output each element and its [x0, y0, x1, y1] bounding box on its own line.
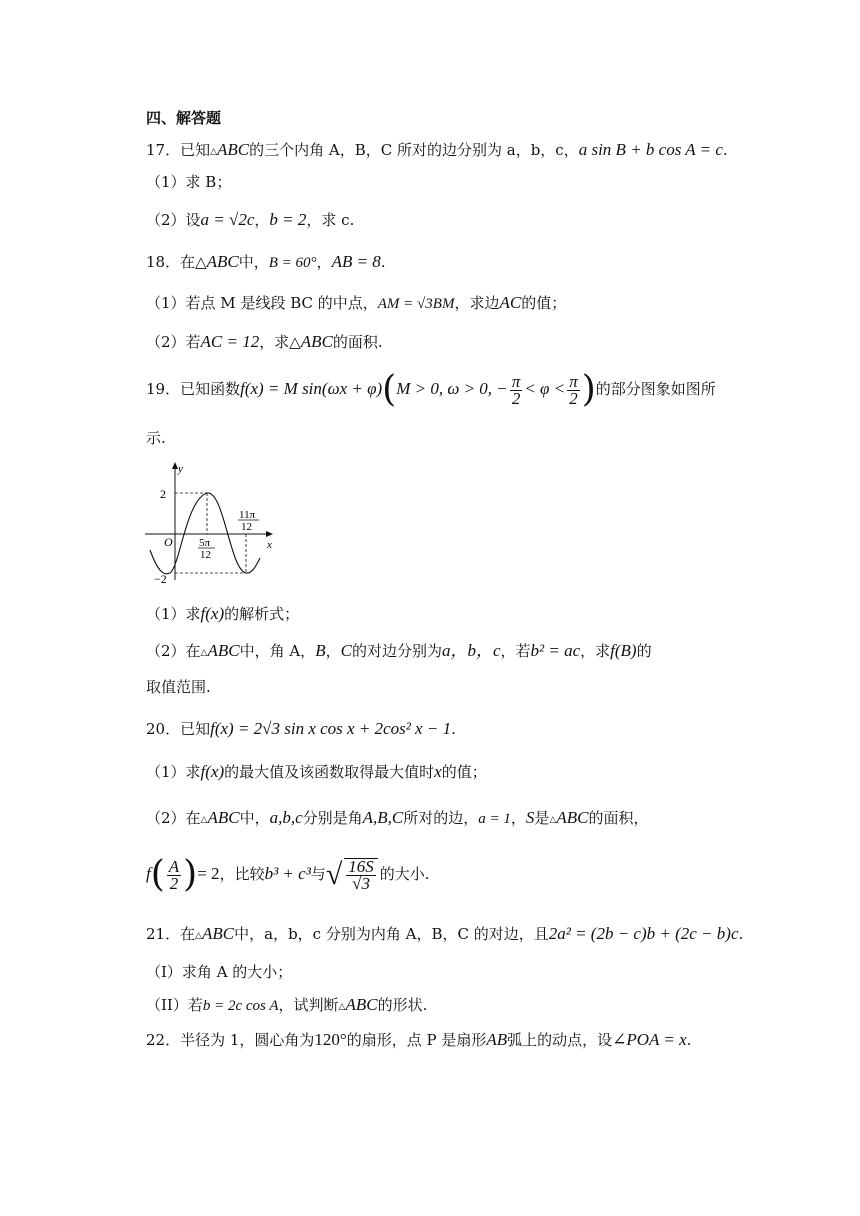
q17-p2-pre: （2）设 — [146, 211, 201, 229]
q22-angle: 120° — [314, 1030, 347, 1049]
q19-stem — [146, 366, 716, 413]
q18-p1-mid: ，求边 — [454, 294, 500, 312]
ymax-label: 2 — [160, 487, 166, 501]
q19-p2-mid1: 中，角 A， — [239, 642, 316, 660]
q19-p2-eq: b² = ac — [530, 641, 581, 660]
origin-label: O — [164, 535, 173, 549]
q21-abc: ABC — [202, 924, 235, 943]
q18-p1-pre: （1）若点 M 是线段 BC 的中点， — [146, 294, 378, 312]
x-label: x — [267, 539, 272, 551]
q20-p2-mid1: 中， — [239, 809, 270, 827]
q21-mid: 中，a，b，c 分别为内角 A，B，C 的对边，且 — [234, 925, 549, 943]
q20-part2 — [146, 808, 648, 830]
q22-mid2: 弧上的动点，设 — [507, 1031, 613, 1049]
q19-cond: M > 0, ω > 0, − — [396, 379, 508, 398]
q19-p2-mid3: ，若 — [500, 642, 531, 660]
q20-s: S — [525, 808, 535, 827]
q19-lt: < φ < — [524, 379, 566, 398]
q17-p2-post: ，求 c. — [306, 211, 355, 229]
triangle-icon: △ — [210, 147, 218, 157]
q18-p1-post: 的值； — [521, 294, 567, 312]
q21-part2 — [146, 995, 427, 1017]
q22-stem — [146, 1030, 691, 1050]
x2-den: 12 — [241, 521, 252, 533]
q19-pre: 19．已知函数 — [146, 380, 241, 398]
triangle-icon: △ — [338, 1002, 346, 1012]
q20-part2-cont — [146, 846, 430, 903]
x1-num: 5π — [199, 537, 211, 549]
q18-sep: ， — [316, 253, 332, 271]
q19-graph — [140, 460, 280, 585]
q20-l2-yu: 与 — [310, 865, 326, 883]
q20-p1-f: f(x) — [200, 762, 225, 781]
triangle-icon: △ — [195, 931, 203, 941]
ymin-label: −2 — [154, 572, 167, 585]
left-paren-icon: ( — [382, 369, 397, 410]
q17-condition: a sin B + b cos A = c — [578, 140, 723, 159]
q20-vars: a,b,c — [269, 808, 303, 827]
q20-func: f(x) = 2√3 sin x cos x + 2cos² x − 1 — [210, 719, 452, 738]
q20-p1-post: 的值； — [441, 763, 487, 781]
triangle-icon: △ — [549, 815, 557, 825]
q18-abc: ABC — [206, 252, 239, 271]
q17-stem-pre: 17．已知 — [146, 141, 211, 159]
q20-p1-x: x — [434, 762, 442, 781]
q21-p2-abc: ABC — [345, 995, 378, 1014]
q18-p2-mid: ，求△ — [259, 333, 301, 351]
q19-p2-c: C — [340, 641, 352, 660]
q18-p2-post: 的面积. — [332, 333, 383, 351]
q17-sep: ， — [254, 211, 270, 229]
q19-p2-abc: ABC — [207, 641, 240, 660]
q18-cond2: AB = 8 — [331, 252, 381, 271]
q19-stem-cont: 示. — [146, 429, 166, 447]
q20-angles: A,B,C — [362, 808, 404, 827]
section-title: 四、解答题 — [146, 109, 222, 127]
q20-p2-mid3: 所对的边， — [403, 809, 479, 827]
q17-part2 — [146, 210, 354, 230]
q18-p2-abc: ABC — [300, 332, 333, 351]
q21-p2-post: 的形状. — [377, 996, 428, 1014]
q21-stem — [146, 924, 743, 946]
q21-end: . — [738, 925, 744, 943]
q19-p2-fb: f(B) — [610, 641, 637, 660]
q20-p1-mid: 的最大值及该函数取得最大值时 — [224, 763, 435, 781]
left-paren-icon: ( — [150, 854, 165, 895]
q17-stem-mid: 的三个内角 A，B，C 所对的边分别为 a，b，c， — [249, 141, 579, 159]
q19-part2-cont: 取值范围. — [146, 678, 211, 696]
q18-p1-eq: AM = √3BM — [377, 296, 455, 312]
q21-p2-mid: ，试判断 — [278, 996, 339, 1014]
q20-a1: a = 1 — [478, 811, 511, 827]
q17-part1: （1）求 B； — [146, 173, 232, 191]
y-label: y — [178, 463, 183, 475]
q22-arc: AB — [486, 1030, 508, 1049]
q20-p1-pre: （1）求 — [146, 763, 201, 781]
q18-pre: 18．在△ — [146, 253, 207, 271]
q20-pre: 20．已知 — [146, 720, 211, 738]
q17-abc: ABC — [217, 140, 250, 159]
q18-cond1: B = 60° — [268, 255, 317, 271]
q21-p2-eq: b = 2c cos A — [202, 998, 279, 1014]
q22-eq: ∠POA = x — [612, 1030, 687, 1049]
q21-cond: 2a² = (2b − c)b + (2c − b)c — [548, 924, 739, 943]
q21-part1: （I）求角 A 的大小； — [146, 963, 293, 981]
q20-l2-post: 的大小. — [379, 865, 430, 883]
q21-p2-pre: （II）若 — [146, 996, 203, 1014]
q20-l2-eq: = 2 — [197, 864, 220, 883]
q18-stem — [146, 252, 386, 273]
q20-l2-sqrt-frac: $\frac{16S}{√3}$ — [344, 858, 378, 892]
q19-p2-mid4: ，求 — [580, 642, 611, 660]
triangle-icon: △ — [200, 815, 208, 825]
q17-stem: 17．已知△ABC的三个内角 A，B，C 所对的边分别为 a，b，c，a sin B + b cos A = c. — [146, 140, 728, 159]
q20-l2-b3c3: b³ + c³ — [264, 864, 311, 883]
right-paren-icon: ) — [183, 854, 198, 895]
q19-post: 的部分图象如图所 — [595, 380, 716, 398]
q19-part1 — [146, 604, 299, 624]
q19-p1-f: f(x) — [200, 604, 225, 623]
q19-p2-vars: a，b，c — [441, 641, 501, 660]
q18-part2 — [146, 332, 383, 352]
q19-p2-b: B — [315, 641, 326, 660]
q21-pre: 21．在 — [146, 925, 196, 943]
q18-p2-eq: AC = 12 — [200, 332, 260, 351]
q20-p2-mid5: 是 — [534, 809, 550, 827]
q17-eq2: b = 2 — [269, 210, 307, 229]
q22-pre: 22．半径为 1，圆心角为 — [146, 1031, 315, 1049]
q20-end: . — [451, 720, 456, 738]
sine-curve — [150, 493, 260, 574]
q20-stem — [146, 719, 456, 739]
q18-p2-pre: （2）若 — [146, 333, 201, 351]
x-arrow-icon — [266, 531, 273, 537]
q19-p1-pre: （1）求 — [146, 605, 201, 623]
q19-frac1: $\frac{\pi}{2}$ — [511, 371, 521, 408]
q17-eq1: a = √2c — [200, 210, 255, 229]
x2-num: 11π — [239, 509, 256, 521]
q22-end: . — [686, 1031, 692, 1049]
sqrt-icon: √ — [325, 858, 343, 891]
q22-mid: 的扇形，点 P 是扇形 — [346, 1031, 487, 1049]
right-paren-icon: ) — [581, 369, 596, 410]
q20-abc2: ABC — [556, 808, 589, 827]
q20-p2-mid2: 分别是角 — [302, 809, 363, 827]
q19-func: f(x) = M sin(ωx + φ) — [240, 379, 383, 398]
q20-p2-mid4: ， — [510, 809, 526, 827]
q19-frac2: $\frac{\pi}{2}$ — [569, 371, 578, 408]
q20-p2-pre: （2）在 — [146, 809, 201, 827]
q18-mid: 中， — [238, 253, 269, 271]
q19-part2: （2）在△ABC中，角 A，B，C的对边分别为a，b，c，若b² = ac，求f(B)的 — [146, 641, 652, 660]
q19-p1-post: 的解析式； — [224, 605, 300, 623]
q20-p2-post: 的面积， — [588, 809, 649, 827]
q18-p1-ac: AC — [499, 293, 522, 312]
q20-l2-f: f — [146, 864, 151, 883]
q20-l2-cmp: ，比较 — [219, 865, 265, 883]
q20-abc1: ABC — [207, 808, 240, 827]
q19-p2-post: 的 — [636, 642, 652, 660]
q18-end: . — [380, 253, 386, 271]
q20-frac-a2: $\frac{A}{2}$ — [168, 856, 180, 893]
q19-p2-pre: （2）在 — [146, 642, 201, 660]
q18-part1 — [146, 293, 566, 314]
x1-den: 12 — [200, 549, 211, 561]
q19-p2-mid2: 的对边分别为 — [351, 642, 442, 660]
triangle-icon: △ — [200, 648, 208, 658]
q20-part1 — [146, 762, 487, 782]
